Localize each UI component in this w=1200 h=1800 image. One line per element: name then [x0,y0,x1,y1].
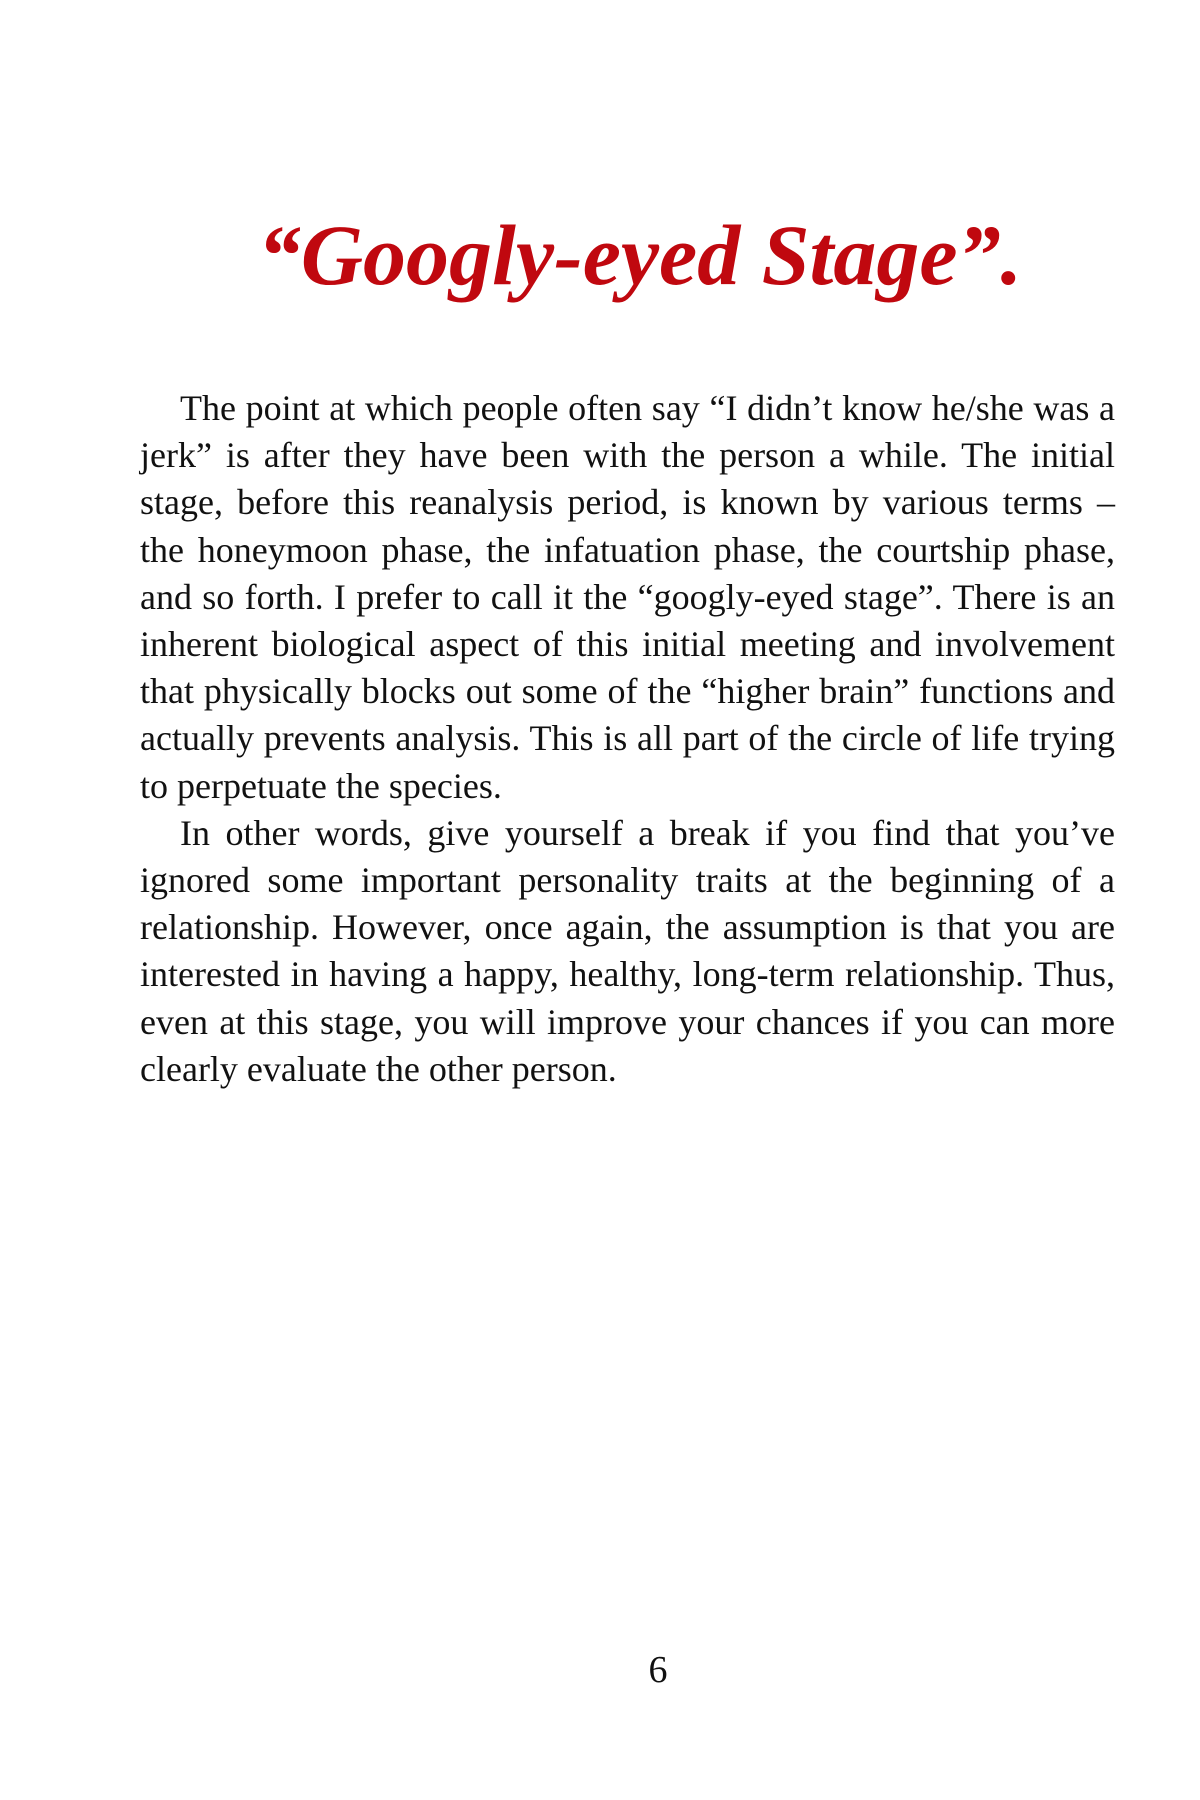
chapter-title: “Googly-eyed Stage”. [257,207,1023,303]
paragraph: In other words, give yourself a break if you find that you’ve ignored some important personality traits at the beginning of a relationship. However, once again, the assumption is that you are interested in having a happy, healthy, long-term relationship. Thus, even at this stage, you will improve your chances if you can more clearly evaluate the other person. [140,812,1115,1089]
paragraph: The point at which people often say “I didn’t know he/she was a jerk” is after they have been with the person a while. The initial stage, before this reanalysis period, is known by various terms – the honeymoon phase, the infatuation phase, the courtship phase, and so forth. I prefer to call it the “googly-eyed stage”. There is an inherent biological aspect of this initial meeting and involvement that physically blocks out some of the “higher brain” functions and actually prevents analysis. This is all part of the circle of life trying to perpetuate the species. [140,388,1115,806]
body-text [140,385,1115,1093]
page-number: 6 [648,1649,668,1691]
